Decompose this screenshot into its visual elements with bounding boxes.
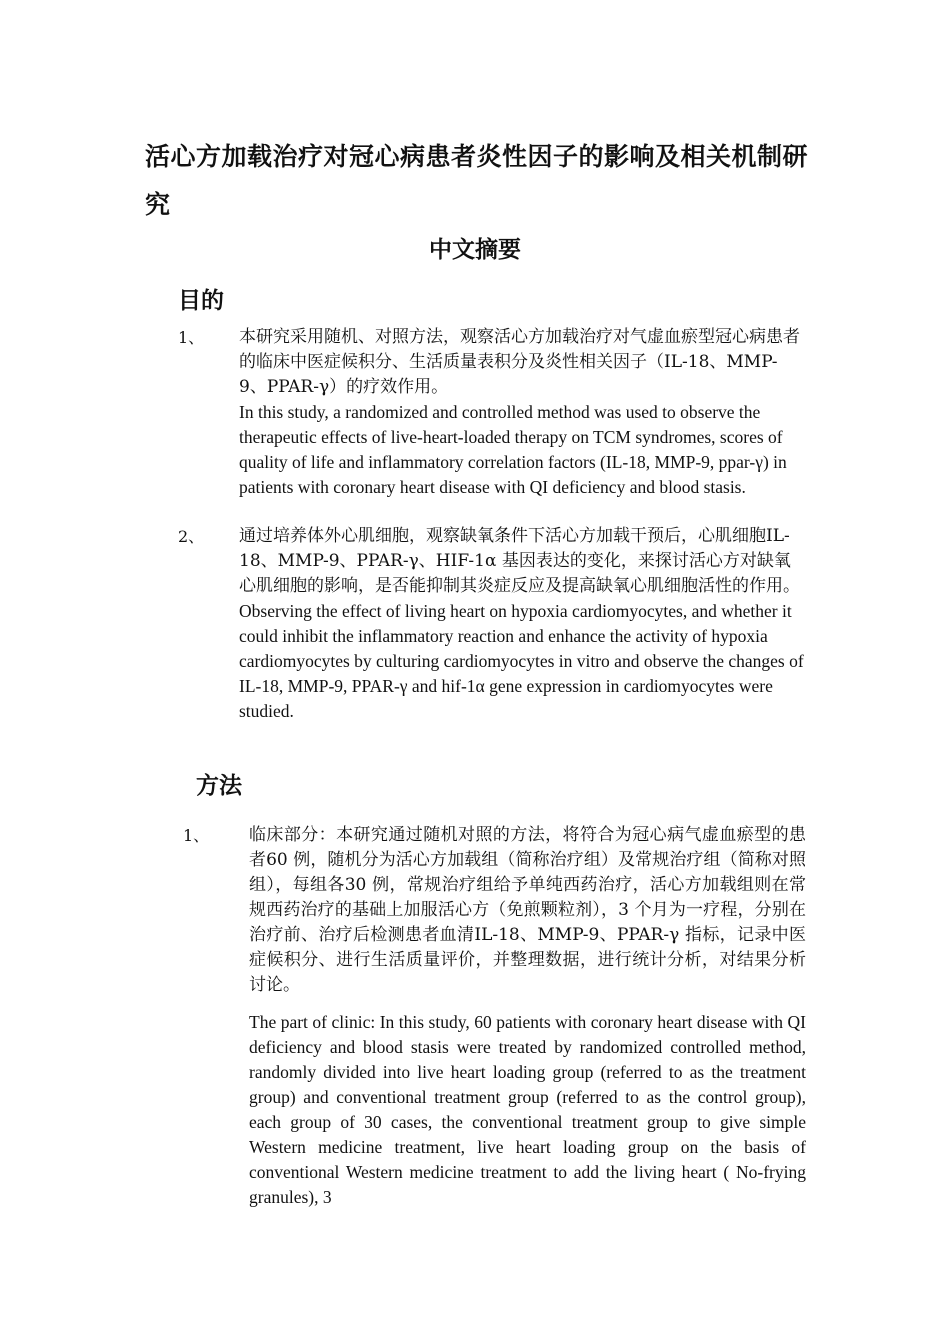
document-title: 活心方加载治疗对冠心病患者炎性因子的影响及相关机制研究: [145, 142, 809, 219]
purpose-heading: 目的: [178, 288, 224, 314]
purpose-item-1-body: [239, 325, 804, 500]
purpose-item-2-chinese-text: 通过培养体外心肌细胞，观察缺氧条件下活心方加载干预后，心肌细胞IL-18、MMP-9、PPAR-γ、HIF-1α 基因表达的变化，来探讨活心方对缺氧心肌细胞的影响，是否能抑制其炎症反应及提高缺氧心肌细胞活性的作用。: [239, 526, 800, 596]
methods-item-1-number: 1、: [183, 826, 210, 845]
purpose-item-1-chinese-text: 本研究采用随机、对照方法，观察活心方加载治疗对气虚血瘀型冠心病患者的临床中医症候积分、生活质量表积分及炎性相关因子（IL-18、MMP-9、PPAR-γ）的疗效作用。: [239, 327, 800, 397]
purpose-item-2-english-text: Observing the effect of living heart on hypoxia cardiomyocytes, and whether it could inhibit the inflammatory reaction and enhance the activity of hypoxia cardiomyocytes by culturing cardiomyocytes in vitro and observe the changes of IL-18, MMP-9, PPAR-γ and hif-1α gene expression in cardiomyocytes were studied.: [239, 601, 804, 721]
abstract-heading: 中文摘要: [429, 237, 521, 263]
purpose-item-2-body: [239, 524, 807, 724]
methods-item-1-chinese-text: 临床部分：本研究通过随机对照的方法，将符合为冠心病气虚血瘀型的患者60 例，随机分为活心方加载组（简称治疗组）及常规治疗组（简称对照组），每组各30 例，常规治疗组给予单纯西药治疗，活心方加载组则在常规西药治疗的基础上加服活心方（免煎颗粒剂），3 个月为一疗程，分别在治疗前、治疗后检测患者血清IL-18、MMP-9、PPAR-γ 指标，记录中医症候积分、进行生活质量评价，并整理数据，进行统计分析，对结果分析讨论。: [249, 825, 806, 995]
methods-heading: 方法: [196, 773, 242, 799]
methods-item-1-english-text: The part of clinic: In this study, 60 patients with coronary heart disease with QI deficiency and blood stasis were treated by randomized controlled method, randomly divided into live heart loading group (referred to as the treatment group) and conventional treatment group (referred to as the control group), each group of 30 cases, the conventional treatment group to give simple Western medicine treatment, live heart loading group on the basis of conventional Western medicine treatment to add the living heart ( No-frying granules), 3: [249, 1012, 806, 1207]
purpose-item-2-number: 2、: [178, 527, 205, 546]
methods-item-1-body: [249, 823, 806, 1210]
purpose-item-1-number: 1、: [178, 328, 205, 347]
purpose-item-1-english-text: In this study, a randomized and controlled method was used to observe the therapeutic effects of live-heart-loaded therapy on TCM syndromes, scores of quality of life and inflammatory correlation factors (IL-18, MMP-9, ppar-γ) in patients with coronary heart disease with QI deficiency and blood stasis.: [239, 402, 787, 497]
